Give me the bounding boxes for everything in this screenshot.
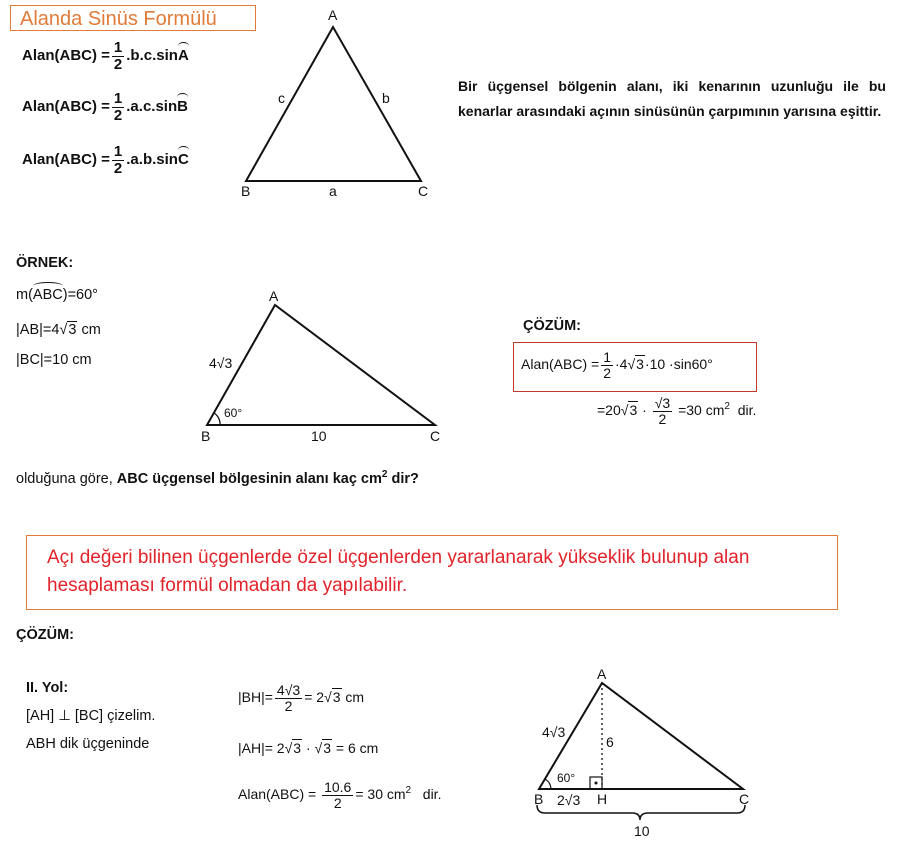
example-heading: ÖRNEK: [16,255,74,271]
base-length-label: 10 [634,823,650,839]
side-bc-label-2: 10 [311,428,327,444]
page-title: Alanda Sinüs Formülü [10,5,256,31]
given-ab: |AB|=4√3 cm [16,322,101,338]
vertex-a-label: A [328,7,338,23]
angle-label-2: 60° [224,406,243,420]
bh-label: 2√3 [557,792,581,808]
foot-h-label: H [597,791,608,807]
area-equation: Alan(ABC) = $\frac{10.6}{2}$ = 30 $cm^2$ dir. [238,779,442,811]
step-2: ABH dik üçgeninde [26,736,150,752]
note-box: Açı değeri bilinen üçgenlerde özel üçgenlerden yararlanarak yükseklik bulunup alan hesaplaması formül olmadan da yapılabilir. [26,535,838,610]
vertex-c-label: C [418,183,429,199]
side-b-label: b [382,90,390,106]
vertex-c-label-3: C [739,791,750,807]
side-ab-label-2: 4√3 [209,355,233,371]
formula-c: Alan(ABC) = $\frac{1}{2}$ .a.b.sinC [22,143,189,177]
vertex-b-label-3: B [534,791,544,807]
method-label: II. Yol: [26,680,69,696]
height-label: 6 [606,734,614,750]
right-angle-dot [595,782,598,785]
side-c-label: c [278,90,285,106]
angle-arc-3 [545,779,551,789]
solution-line-2: =20√3 · $\frac{√3}{2}$ =30 $cm^2$ dir. [597,395,757,427]
vertex-a-label-2: A [269,288,279,304]
vertex-a-label-3: A [597,666,607,682]
vertex-b-label-2: B [201,428,211,444]
ah-equation: |AH|= 2√3 · √3 = 6 cm [238,740,379,756]
side-a-label: a [329,183,337,199]
solution-line-1: Alan(ABC) = $\frac{1}{2}$ ·4√3·10 ·sin60° [521,349,713,381]
vertex-b-label: B [241,183,251,199]
description-text: Bir üçgensel bölgenin alanı, iki kenarının uzunluğu ile bu kenarlar arasındaki açının sinüsünün çarpımının yarısına eşittir. [458,78,886,119]
question-text: olduğuna göre, ABC üçgensel bölgesinin alanı kaç $cm^2$ dir? [16,469,419,487]
formula-b: Alan(ABC) = $\frac{1}{2}$ .a.c.sinB [22,90,188,124]
angle-label-3: 60° [557,771,576,785]
bh-equation: |BH|= $\frac{4√3}{2}$ = 2√3 cm [238,682,365,714]
formula-a: Alan(ABC) = $\frac{1}{2}$ .b.c.sinA [22,39,189,73]
solution-heading-1: ÇÖZÜM: [523,318,581,334]
side-ab-label-3: 4√3 [542,724,566,740]
given-bc: |BC|=10 cm [16,352,92,368]
vertex-c-label-2: C [430,428,441,444]
step-1: [AH] ⊥ [BC] çizelim. [26,708,156,724]
solution-heading-2: ÇÖZÜM: [16,627,74,643]
given-angle: m(ABC)=60° [16,287,98,303]
